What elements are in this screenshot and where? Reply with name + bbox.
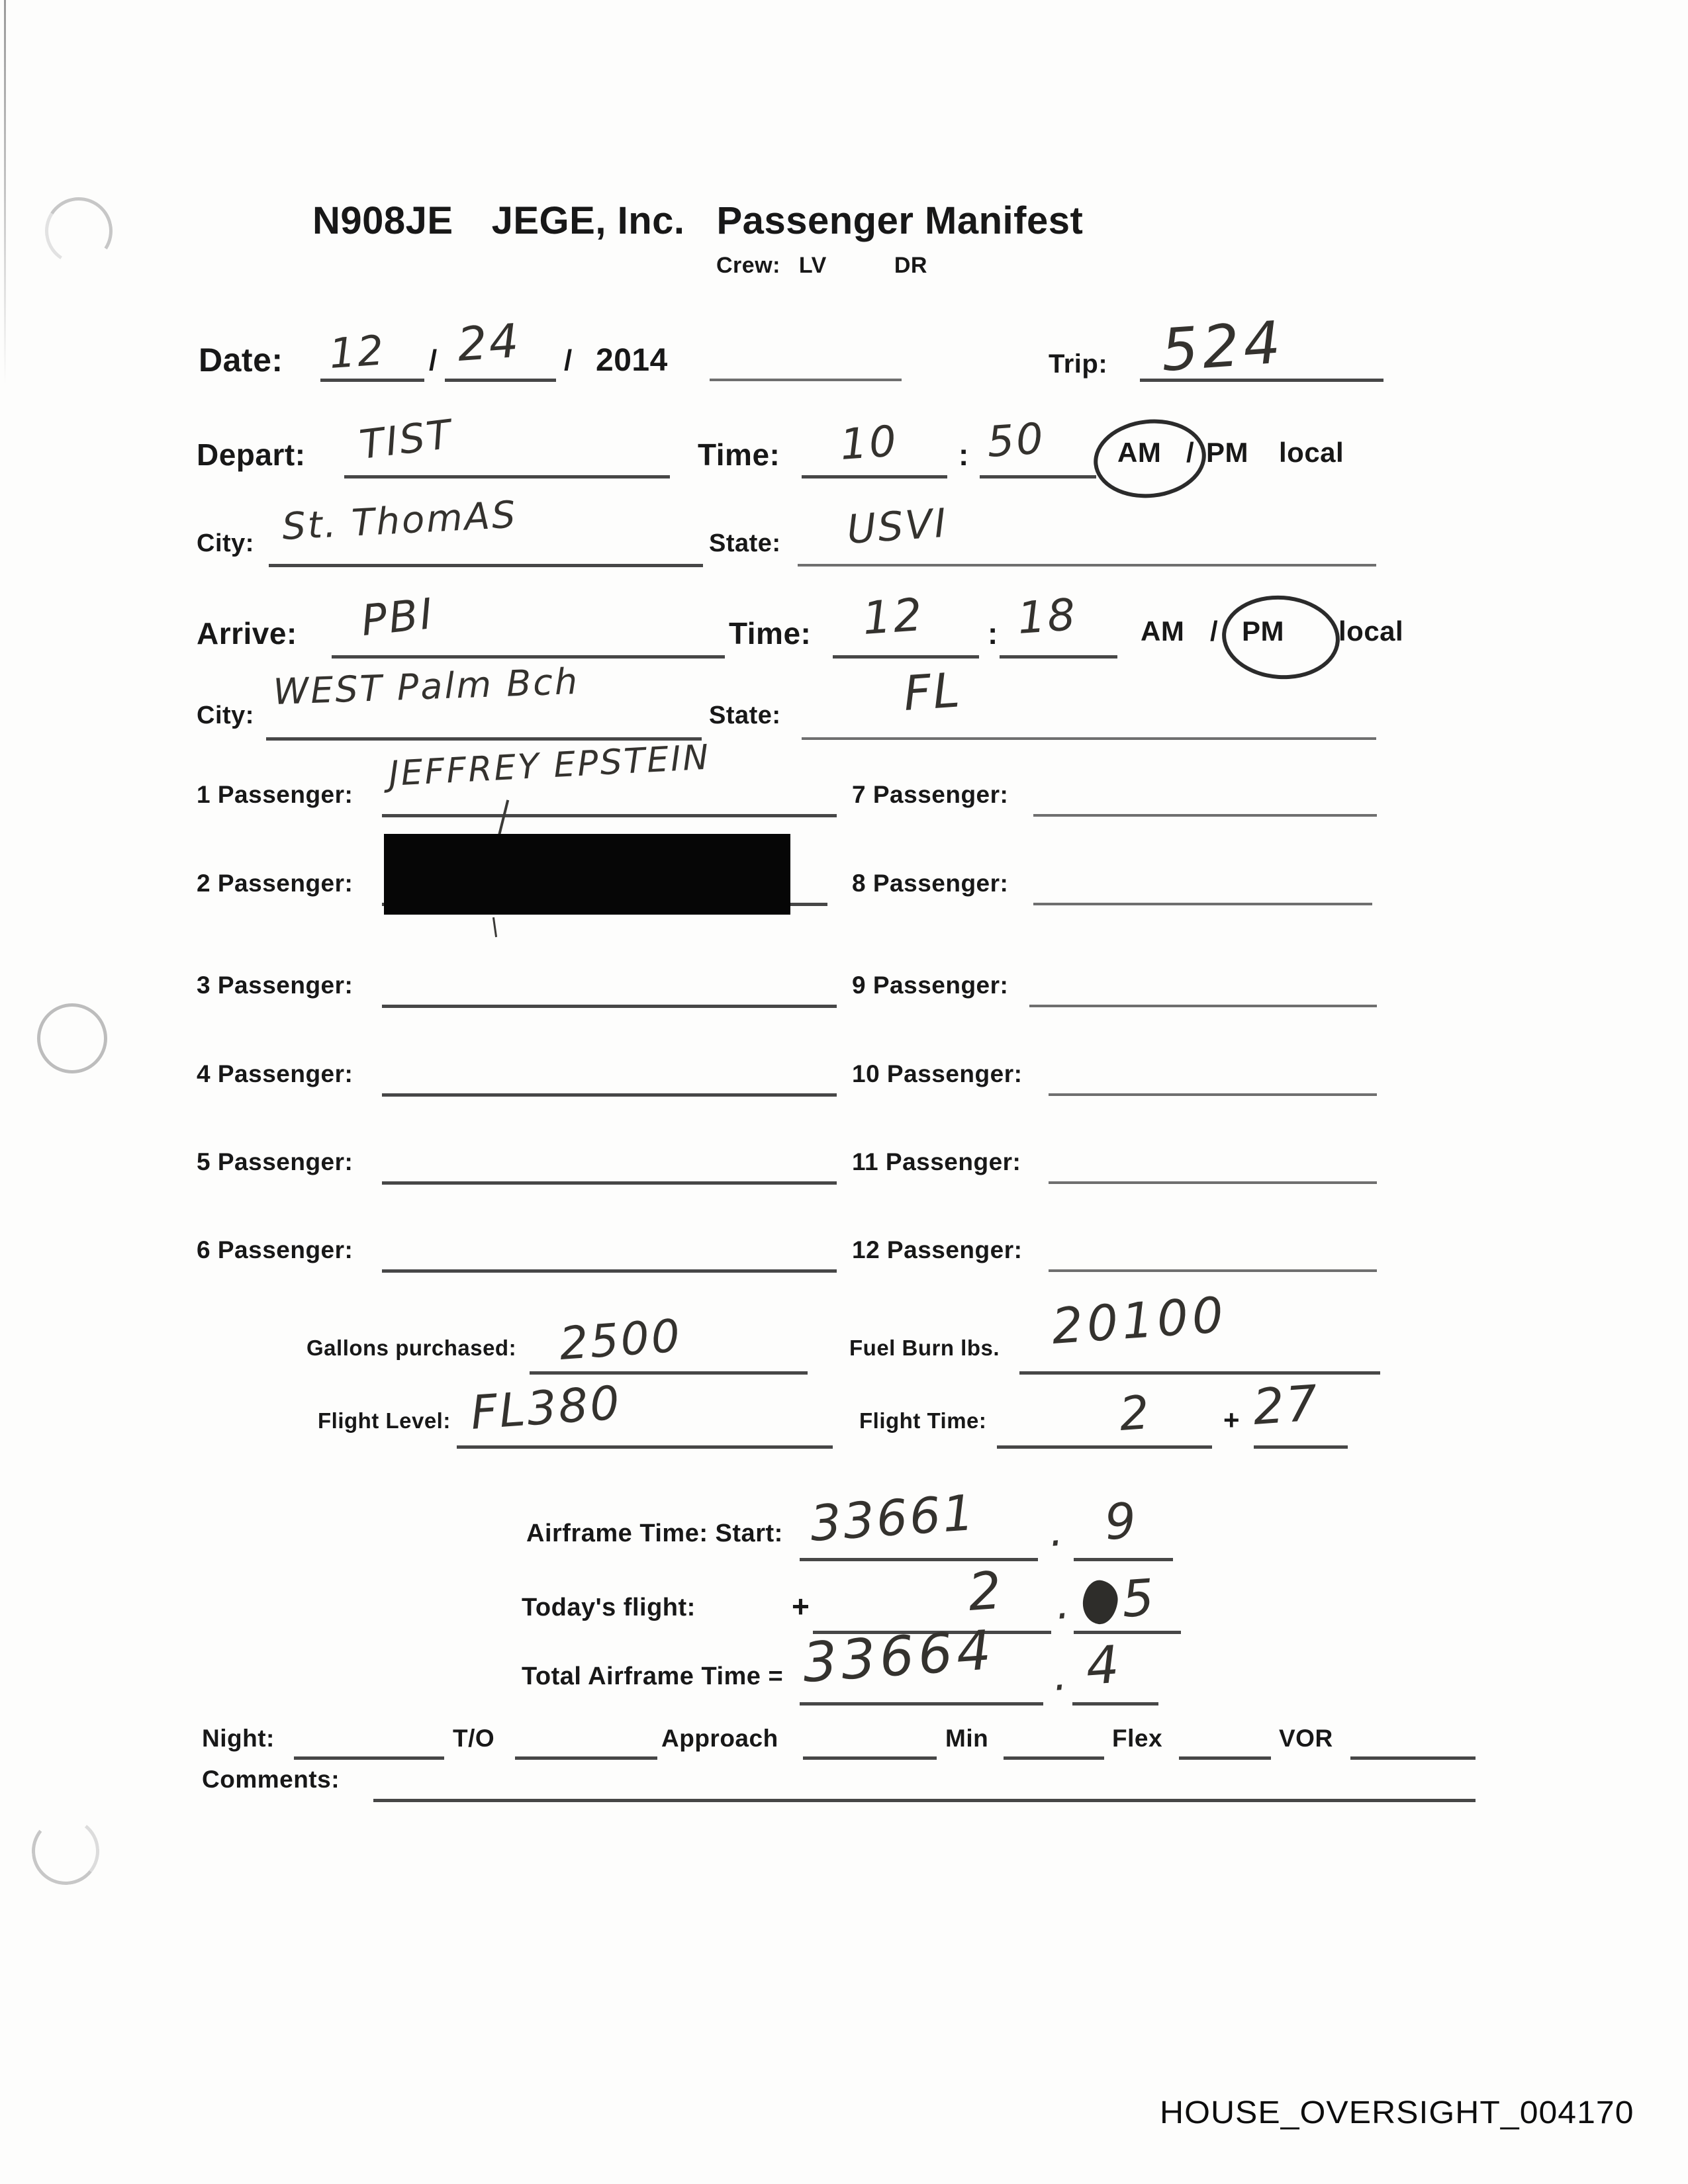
date-year: 2014 <box>596 343 668 378</box>
passenger-6-label: 6 Passenger: <box>197 1236 353 1263</box>
passenger-10-line <box>1049 1093 1377 1096</box>
company-name: JEGE, Inc. <box>491 199 685 242</box>
todays-flight-dot: . <box>1054 1579 1074 1629</box>
date-day-line <box>445 379 556 382</box>
arrive-minute-value: 18 <box>1015 588 1079 644</box>
arrive-city-label: City: <box>197 702 254 729</box>
date-slash1: / <box>429 344 438 377</box>
total-airframe-tenths: 4 <box>1084 1635 1123 1697</box>
passenger-7-label: 7 Passenger: <box>852 781 1009 808</box>
depart-city-value: St. ThomAS <box>281 493 518 549</box>
depart-time-colon: : <box>959 437 969 472</box>
flight-time-minutes-line <box>1254 1445 1348 1449</box>
punch-hole-bottom <box>28 1814 103 1888</box>
approach-label: Approach <box>661 1725 778 1752</box>
depart-airport-value: TIST <box>357 411 456 469</box>
arrive-time-label: Time: <box>729 616 812 651</box>
depart-hour-line <box>802 475 947 478</box>
arrive-ampm-slash: / <box>1210 615 1219 647</box>
airframe-start-label: Airframe Time: Start: <box>526 1520 783 1547</box>
passenger-4-label: 4 Passenger: <box>197 1060 353 1087</box>
min-label: Min <box>945 1725 989 1752</box>
punch-hole-middle <box>37 1003 107 1073</box>
total-airframe-value: 33664 <box>800 1618 998 1695</box>
passenger-9-label: 9 Passenger: <box>852 972 1009 999</box>
gallons-line <box>530 1371 808 1375</box>
arrive-minute-line <box>1000 655 1117 659</box>
pen-stroke-below-redaction <box>492 917 497 937</box>
arrive-local: local <box>1338 615 1404 647</box>
depart-time-label: Time: <box>698 437 780 472</box>
crew-copilot: DR <box>894 253 927 278</box>
min-line <box>1004 1756 1104 1760</box>
date-day-value: 24 <box>455 313 522 372</box>
depart-city-label: City: <box>197 529 254 557</box>
gallons-value: 2500 <box>557 1310 684 1371</box>
trip-value: 524 <box>1158 308 1287 385</box>
date-slash2: / <box>564 344 573 377</box>
flight-time-hours-line <box>997 1445 1212 1449</box>
passenger-4-line <box>382 1093 837 1097</box>
date-month-value: 12 <box>327 326 387 378</box>
arrive-airport-value: PBI <box>359 589 437 646</box>
todays-flight-label: Today's flight: <box>522 1594 696 1621</box>
vor-label: VOR <box>1279 1725 1333 1752</box>
airframe-start-tenths-line <box>1074 1558 1173 1561</box>
todays-flight-value: 2 <box>966 1561 1006 1623</box>
depart-am: AM <box>1117 437 1162 468</box>
arrive-am: AM <box>1141 615 1185 647</box>
passenger-5-label: 5 Passenger: <box>197 1148 353 1175</box>
redaction-box <box>384 834 790 915</box>
document-type: Passenger Manifest <box>716 199 1084 242</box>
takeoff-line <box>515 1756 657 1760</box>
crew-pilot: LV <box>798 253 827 278</box>
flex-line <box>1179 1756 1271 1760</box>
flight-time-label: Flight Time: <box>859 1408 987 1433</box>
takeoff-label: T/O <box>453 1725 495 1752</box>
airframe-start-line <box>800 1558 1038 1561</box>
punch-hole-top <box>39 191 119 271</box>
scan-edge-line <box>4 0 6 384</box>
passenger-1-label: 1 Passenger: <box>197 781 353 808</box>
arrive-label: Arrive: <box>197 616 297 651</box>
passenger-9-line <box>1029 1005 1377 1007</box>
depart-minute-line <box>980 475 1096 478</box>
crew-label: Crew: <box>716 253 780 278</box>
flight-time-plus: + <box>1223 1404 1241 1435</box>
passenger-12-label: 12 Passenger: <box>852 1236 1023 1263</box>
depart-label: Depart: <box>197 437 306 472</box>
arrive-hour-value: 12 <box>861 588 926 645</box>
depart-ampm-slash: / <box>1186 437 1195 468</box>
depart-hour-value: 10 <box>838 417 900 470</box>
total-airframe-label: Total Airframe Time = <box>522 1662 784 1690</box>
passenger-1-name: JEFFREY EPSTEIN <box>387 737 712 794</box>
passenger-7-line <box>1033 814 1377 817</box>
scribbled-digit <box>1080 1578 1121 1627</box>
passenger-10-label: 10 Passenger: <box>852 1060 1023 1087</box>
approach-line <box>803 1756 937 1760</box>
fuel-burn-line <box>1019 1371 1380 1375</box>
arrive-airport-line <box>332 655 725 659</box>
comments-label: Comments: <box>202 1766 340 1793</box>
total-airframe-dot: . <box>1051 1651 1071 1701</box>
night-line <box>294 1756 444 1760</box>
arrive-hour-line <box>833 655 979 659</box>
depart-airport-line <box>344 475 670 478</box>
total-airframe-line <box>800 1702 1043 1706</box>
flight-time-hours-value: 2 <box>1117 1385 1153 1441</box>
flight-level-line <box>457 1445 833 1449</box>
passenger-3-line <box>382 1005 837 1008</box>
passenger-12-line <box>1049 1269 1377 1272</box>
depart-local: local <box>1279 437 1344 468</box>
date-month-line <box>320 379 424 382</box>
arrive-state-value: FL <box>902 662 964 721</box>
date-label: Date: <box>199 341 283 379</box>
date-year-line <box>710 379 902 381</box>
flight-level-label: Flight Level: <box>318 1408 451 1433</box>
gallons-label: Gallons purchased: <box>306 1336 517 1360</box>
passenger-2-label: 2 Passenger: <box>197 870 353 897</box>
airframe-start-dot: . <box>1047 1506 1067 1557</box>
crew-line <box>716 253 927 279</box>
total-airframe-tenths-line <box>1072 1702 1158 1706</box>
arrive-time-colon: : <box>988 616 998 651</box>
fuel-burn-value: 20100 <box>1050 1286 1229 1355</box>
fuel-burn-label: Fuel Burn lbs. <box>849 1336 1000 1360</box>
depart-state-label: State: <box>709 529 781 557</box>
arrive-city-value: WEST Palm Bch <box>272 660 581 713</box>
aircraft-registration: N908JE <box>312 199 453 242</box>
arrive-state-label: State: <box>709 702 781 729</box>
passenger-1-line <box>382 814 837 817</box>
depart-pm: PM <box>1206 437 1248 468</box>
passenger-11-label: 11 Passenger: <box>852 1148 1021 1175</box>
passenger-11-line <box>1049 1181 1377 1184</box>
airframe-start-tenths: 9 <box>1103 1492 1140 1551</box>
pen-stroke-descender <box>497 799 509 839</box>
trip-label: Trip: <box>1049 349 1108 379</box>
todays-flight-tenths: 5 <box>1119 1567 1158 1629</box>
arrive-city-line <box>266 737 702 741</box>
passenger-3-label: 3 Passenger: <box>197 972 353 999</box>
airframe-start-value: 33661 <box>808 1484 978 1553</box>
night-label: Night: <box>202 1725 275 1752</box>
flight-level-value: FL380 <box>469 1375 624 1440</box>
passenger-5-line <box>382 1181 837 1185</box>
arrive-state-line <box>802 737 1376 740</box>
page-title <box>312 199 1083 243</box>
depart-state-line <box>798 564 1376 567</box>
bates-number: HOUSE_OVERSIGHT_004170 <box>1160 2095 1634 2130</box>
depart-minute-value: 50 <box>985 414 1047 467</box>
comments-line <box>373 1799 1476 1802</box>
passenger-8-label: 8 Passenger: <box>852 870 1009 897</box>
arrive-pm: PM <box>1242 615 1284 647</box>
flex-label: Flex <box>1112 1725 1163 1752</box>
flight-time-minutes-value: 27 <box>1251 1375 1321 1436</box>
vor-line <box>1350 1756 1476 1760</box>
todays-flight-tenths-line <box>1074 1631 1181 1634</box>
passenger-8-line <box>1033 903 1372 905</box>
passenger-6-line <box>382 1269 837 1273</box>
depart-state-value: USVI <box>845 500 950 553</box>
todays-flight-plus: + <box>792 1589 810 1623</box>
depart-city-line <box>269 564 703 567</box>
